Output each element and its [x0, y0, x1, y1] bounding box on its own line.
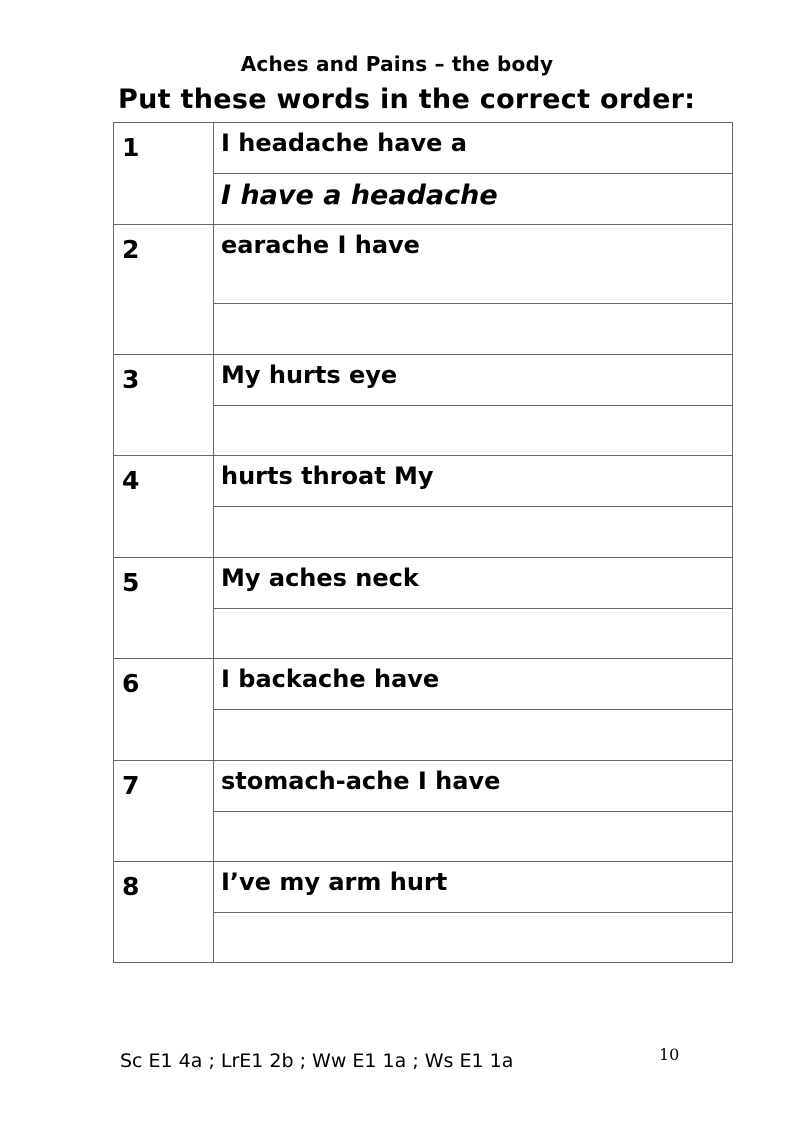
- row-number: 4: [114, 456, 214, 557]
- answer-field[interactable]: [214, 811, 732, 861]
- answer-field[interactable]: [214, 709, 732, 760]
- curriculum-reference: Sc E1 4a ; LrE1 2b ; Ww E1 1a ; Ws E1 1a: [120, 1050, 514, 1072]
- row-number: 6: [114, 659, 214, 760]
- table-row: [114, 861, 732, 962]
- answer-field[interactable]: [214, 608, 732, 658]
- table-row: [114, 455, 732, 557]
- row-number: 8: [114, 862, 214, 962]
- jumbled-words: I backache have: [214, 659, 732, 710]
- row-number: 1: [114, 123, 214, 224]
- jumbled-words: My hurts eye: [214, 355, 732, 406]
- row-number: 2: [114, 225, 214, 354]
- table-row: [114, 123, 732, 224]
- table-row: [114, 557, 732, 658]
- jumbled-words: My aches neck: [214, 558, 732, 609]
- answer-field[interactable]: [214, 506, 732, 557]
- table-row: [114, 354, 732, 455]
- jumbled-words: I’ve my arm hurt: [214, 862, 732, 913]
- reorder-table: [113, 122, 733, 963]
- answer-field[interactable]: [214, 912, 732, 962]
- worksheet-subtitle: [0, 52, 794, 76]
- row-number: 7: [114, 761, 214, 861]
- page-number: 10: [659, 1045, 680, 1064]
- instruction-heading: Put these words in the correct order:: [118, 84, 696, 115]
- row-number: 5: [114, 558, 214, 658]
- jumbled-words: earache I have: [214, 225, 732, 304]
- answer-field[interactable]: I have a headache: [221, 180, 498, 211]
- table-row: [114, 224, 732, 354]
- answer-field[interactable]: [214, 405, 732, 455]
- table-row: [114, 658, 732, 760]
- jumbled-words: stomach-ache I have: [214, 761, 732, 812]
- answer-field[interactable]: [214, 304, 732, 354]
- row-number: 3: [114, 355, 214, 455]
- subtitle-text: Aches and Pains – the body: [240, 52, 554, 76]
- jumbled-words: hurts throat My: [214, 456, 732, 507]
- table-row: [114, 760, 732, 861]
- jumbled-words: I headache have a: [214, 123, 732, 174]
